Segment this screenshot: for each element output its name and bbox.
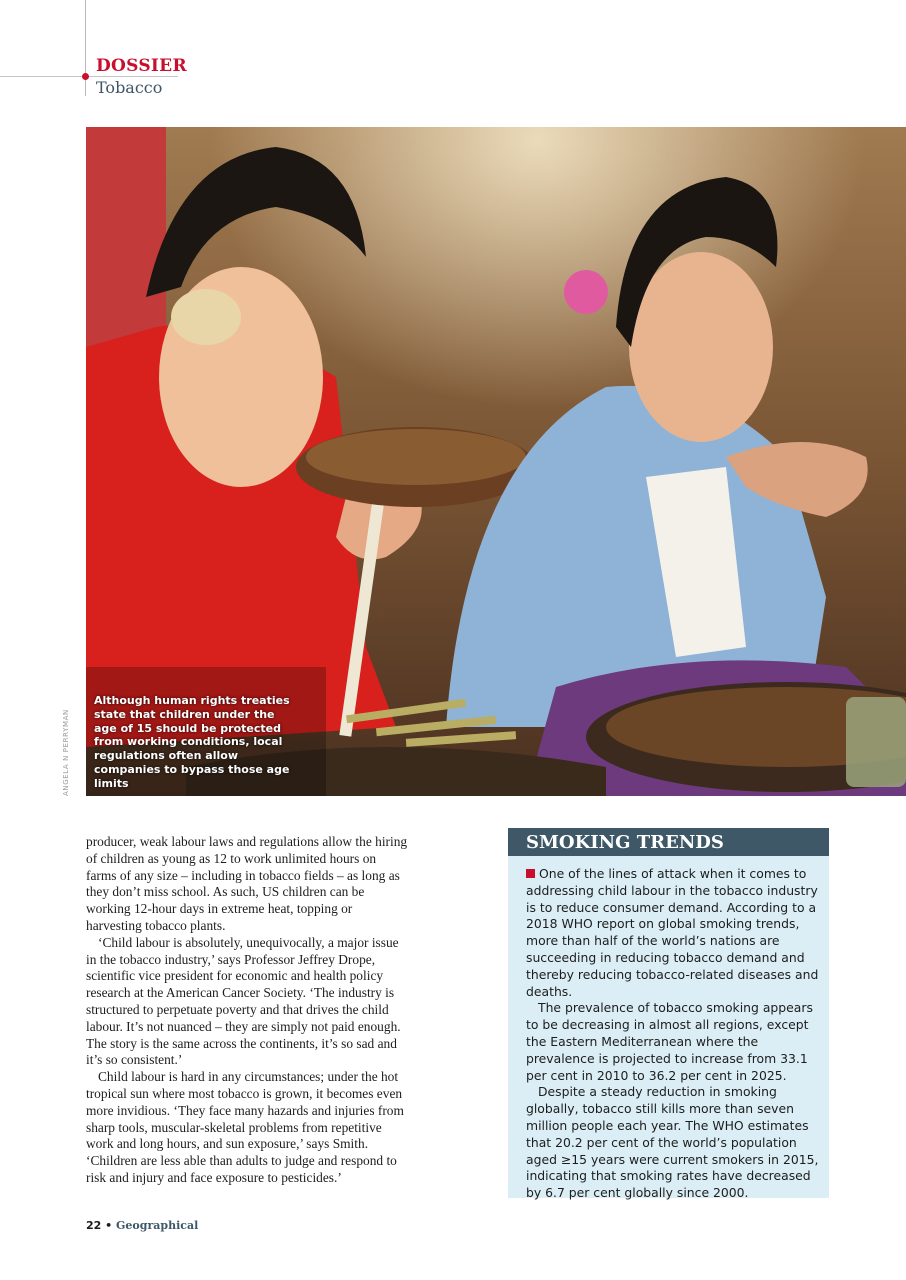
page-footer — [86, 1219, 198, 1232]
dossier-kicker: DOSSIER — [96, 56, 187, 76]
header-horizontal-rule — [0, 76, 178, 77]
magazine-brand: Geographical — [116, 1219, 199, 1232]
red-square-bullet-icon — [526, 869, 535, 878]
box-paragraph-text: One of the lines of attack when it comes to addressing child labour in the tobacco industry is to reduce consumer demand. According to a 2018 WHO report on global smoking trends, more than half of the world’s nations are succeeding in reducing tobacco demand and thereby reducing tobacco-related diseases and deaths. — [526, 866, 819, 999]
box-body — [508, 856, 829, 1202]
photo-caption: Although human rights treaties state that children under the age of 15 should be protected from working conditions, local regulations often allow companies to bypass those age limits — [94, 694, 290, 790]
photo-credit: ANGELA N PERRYMAN — [62, 709, 70, 796]
section-title: Tobacco — [96, 78, 163, 97]
header-rule-dot — [82, 73, 89, 80]
article-paragraph: Child labour is hard in any circumstances; under the hot tropical sun where most tobacco is grown, it becomes even more invidious. ‘They face many hazards and injuries from sharp tools, muscular-skeletal problems from repetitive work and long hours, and sun exposure,’ says Smith. ‘Children are less able than adults to judge and respond to risk and injury and face exposure to pesticides.’ — [86, 1069, 404, 1185]
feature-photo — [86, 127, 906, 796]
header-vertical-rule — [85, 0, 86, 96]
page-number: 22 — [86, 1219, 102, 1232]
article-paragraph: ‘Child labour is absolutely, unequivocally, a major issue in the tobacco industry,’ says Professor Jeffrey Drope, scientific vice president for economic and health policy research at the American Cancer Society. ‘The industry is structured to perpetuate poverty and that drives the child labour. It’s not nuanced – they are simply not paid enough. The story is the same across the continents, it’s so sad and it’s so consistent.’ — [86, 934, 401, 1068]
box-paragraph: The prevalence of tobacco smoking appears to be decreasing in almost all regions, except the Eastern Mediterranean where the prevalence is projected to increase from 33.1 per cent in 2010 to 36.2 per cent in 2025. — [526, 1000, 813, 1083]
article-body — [86, 834, 408, 1187]
article-paragraph: producer, weak labour laws and regulations allow the hiring of children as young as 12 to work unlimited hours on farms of any size – including in tobacco fields – as long as they don’t miss school. As such, US children can be working 12-hour days in extreme heat, topping or harvesting tobacco plants. — [86, 834, 408, 933]
footer-separator: • — [105, 1219, 113, 1232]
smoking-trends-box — [508, 828, 829, 1201]
box-title: SMOKING TRENDS — [508, 828, 829, 856]
box-paragraph — [526, 866, 821, 1000]
box-paragraph: Despite a steady reduction in smoking globally, tobacco still kills more than seven million people each year. The WHO estimates that 20.2 per cent of the world’s population aged ≥15 years were current smokers in 2015, indicating that smoking rates have decreased by 6.7 per cent globally since 2000. — [526, 1084, 819, 1201]
